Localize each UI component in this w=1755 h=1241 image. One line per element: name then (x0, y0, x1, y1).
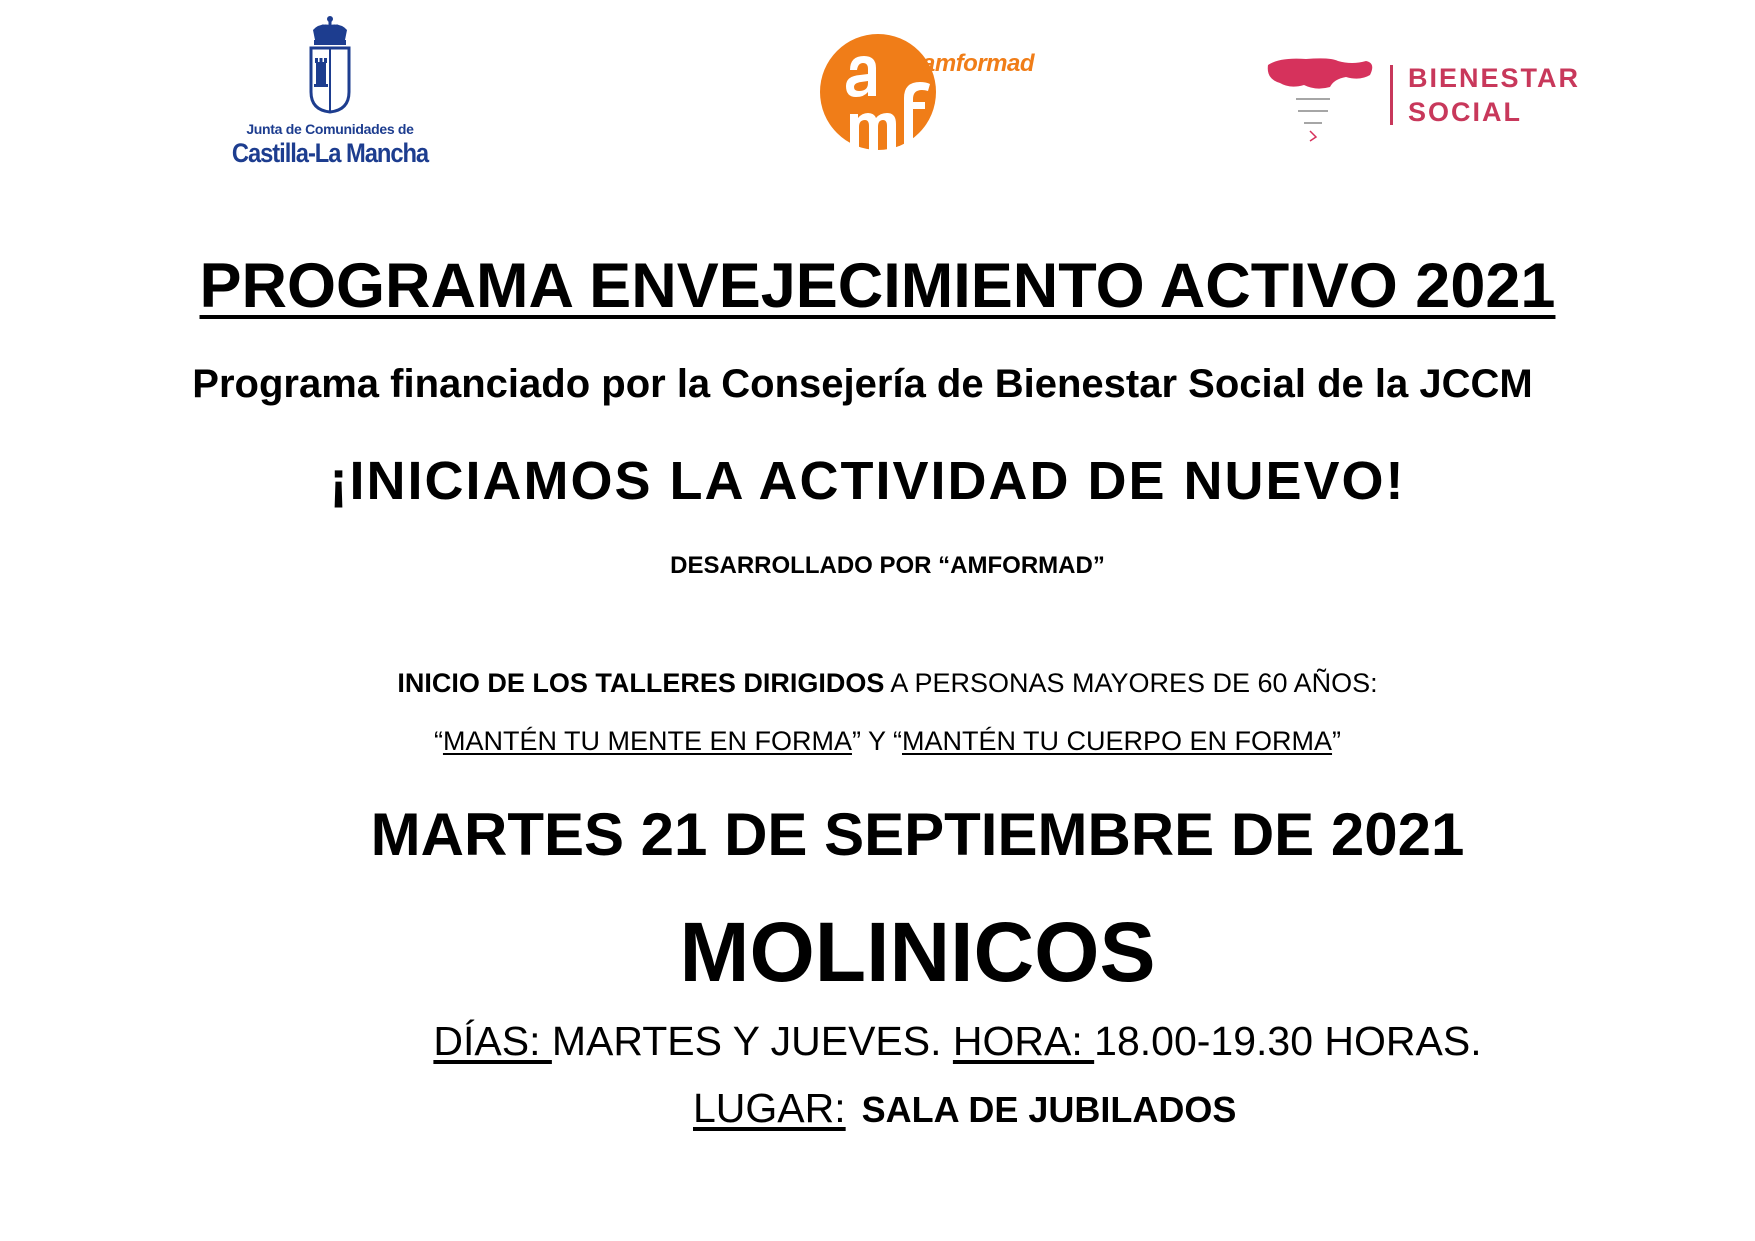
crown-shield-icon (307, 14, 353, 114)
amformad-brand: amformad (922, 50, 1035, 77)
quote-close: ” (1332, 726, 1342, 756)
quote-open: “ (433, 726, 443, 756)
jccm-line1: Junta de Comunidades de (246, 121, 414, 137)
event-place: MOLINICOS (679, 905, 1156, 999)
event-date: MARTES 21 DE SEPTIEMBRE DE 2021 (370, 801, 1465, 868)
developer-line: DESARROLLADO POR “AMFORMAD” (670, 552, 1105, 579)
jccm-line2: Castilla-La Mancha (231, 138, 429, 168)
castilla-la-mancha-map-icon (1260, 55, 1390, 155)
workshops-intro (10, 668, 1755, 699)
bienestar-line2: SOCIAL (1408, 97, 1523, 127)
hour-label: HORA: (952, 1018, 1095, 1064)
workshops-intro-bold: INICIO DE LOS TALLERES DIRIGIDOS (397, 668, 885, 698)
workshop-mind: MANTÉN TU MENTE EN FORMA (442, 726, 852, 756)
subtitle: Programa financiado por la Consejería de Bienestar Social de la JCCM (192, 362, 1533, 406)
bienestar-line1: BIENESTAR (1408, 63, 1581, 93)
days-value: MARTES Y JUEVES. (551, 1018, 953, 1064)
location-line (693, 1085, 1236, 1132)
location-value: SALA DE JUBILADOS (861, 1089, 1237, 1130)
schedule-line (80, 1018, 1755, 1065)
workshop-body: MANTÉN TU CUERPO EN FORMA (902, 726, 1333, 756)
page-title (0, 250, 1755, 322)
amformad-logo (820, 30, 1050, 180)
workshop-names (10, 726, 1755, 757)
days-label: DÍAS: (433, 1018, 552, 1064)
bienestar-social-logo (1260, 55, 1590, 165)
logo-divider (1390, 65, 1393, 125)
hour-value: 18.00-19.30 HORAS. (1094, 1018, 1482, 1064)
jccm-logo (200, 14, 460, 174)
location-label: LUGAR: (693, 1085, 846, 1131)
workshop-separator: ” Y “ (851, 726, 902, 756)
headline: ¡INICIAMOS LA ACTIVIDAD DE NUEVO! (329, 451, 1406, 511)
workshops-intro-rest: A PERSONAS MAYORES DE 60 AÑOS: (884, 668, 1378, 698)
title-text: PROGRAMA ENVEJECIMIENTO ACTIVO 2021 (199, 251, 1556, 321)
